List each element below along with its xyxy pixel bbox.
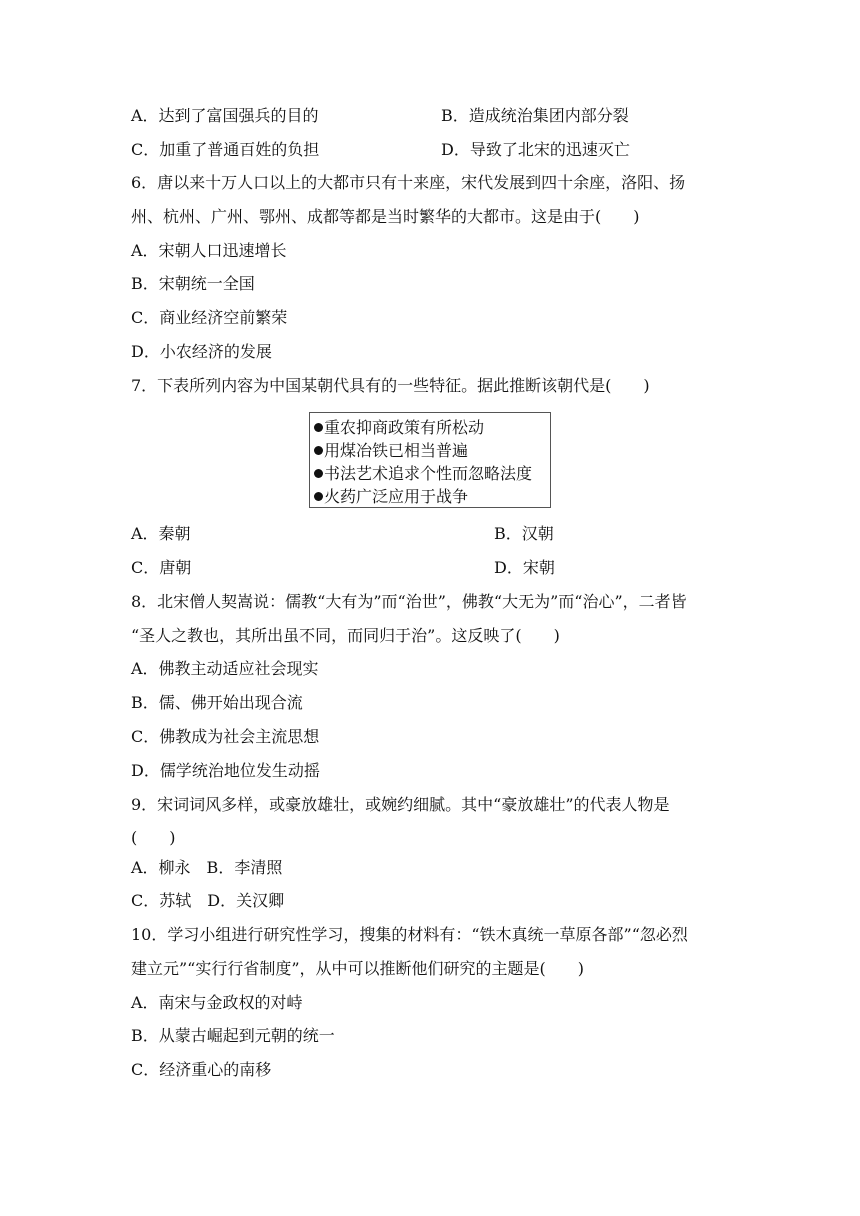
q8-stem-line2: “圣人之教也，其所出虽不同，而同归于治”。这反映了( ) [131, 626, 560, 645]
q8-option-b: B．儒、佛开始出现合流 [131, 693, 303, 712]
q10-stem-line2: 建立元”“实行行省制度”，从中可以推断他们研究的主题是( ) [131, 959, 585, 978]
q10-option-a: A．南宋与金政权的对峙 [131, 993, 303, 1012]
q7-feature-table [309, 412, 551, 508]
bullet-icon [314, 423, 323, 432]
q10-stem-line1: 10．学习小组进行研究性学习，搜集的材料有：“铁木真统一草原各部”“忽必烈 [131, 925, 688, 944]
q9-stem-line2: ( ) [131, 828, 176, 847]
q9-stem-line1: 9．宋词词风多样，或豪放雄壮，或婉约细腻。其中“豪放雄壮”的代表人物是 [131, 795, 670, 814]
q8-option-d: D．儒学统治地位发生动摇 [131, 761, 320, 780]
q7-option-c: C．唐朝 [131, 558, 192, 577]
q6-option-c: C．商业经济空前繁荣 [131, 308, 288, 327]
q10-option-b: B．从蒙古崛起到元朝的统一 [131, 1026, 335, 1045]
q7-feature-row: 重农抑商政策有所松动 [314, 416, 550, 439]
q6-stem-line2: 州、杭州、广州、鄂州、成都等都是当时繁华的大都市。这是由于( ) [131, 207, 640, 226]
bullet-icon [314, 492, 323, 501]
q9-options-ab: A．柳永 B．李清照 [131, 858, 283, 877]
q8-option-c: C．佛教成为社会主流思想 [131, 727, 320, 746]
q7-feature-row: 用煤冶铁已相当普遍 [314, 439, 550, 462]
q5-option-a: A．达到了富国强兵的目的 [131, 106, 319, 125]
q10-option-c: C．经济重心的南移 [131, 1060, 272, 1079]
q7-option-a: A．秦朝 [131, 524, 191, 543]
q5-option-b: B．造成统治集团内部分裂 [441, 106, 629, 125]
q9-options-cd: C．苏轼 D．关汉卿 [131, 891, 285, 910]
q8-option-a: A．佛教主动适应社会现实 [131, 659, 319, 678]
q6-option-b: B．宋朝统一全国 [131, 274, 255, 293]
q7-feature-row: 书法艺术追求个性而忽略法度 [314, 462, 550, 485]
q7-feature-row: 火药广泛应用于战争 [314, 485, 550, 508]
q6-option-a: A．宋朝人口迅速增长 [131, 241, 287, 260]
q5-option-d: D．导致了北宋的迅速灭亡 [441, 140, 630, 159]
bullet-icon [314, 446, 323, 455]
q5-option-c: C．加重了普通百姓的负担 [131, 140, 320, 159]
q7-option-b: B．汉朝 [494, 524, 554, 543]
q7-stem: 7．下表所列内容为中国某朝代具有的一些特征。据此推断该朝代是( ) [131, 376, 650, 395]
q6-option-d: D．小农经济的发展 [131, 342, 272, 361]
q6-stem-line1: 6．唐以来十万人口以上的大都市只有十来座，宋代发展到四十余座，洛阳、扬 [131, 173, 686, 192]
q8-stem-line1: 8．北宋僧人契嵩说：儒教“大有为”而“治世”，佛教“大无为”而“治心”，二者皆 [131, 592, 687, 611]
bullet-icon [314, 469, 323, 478]
q7-option-d: D．宋朝 [494, 558, 555, 577]
